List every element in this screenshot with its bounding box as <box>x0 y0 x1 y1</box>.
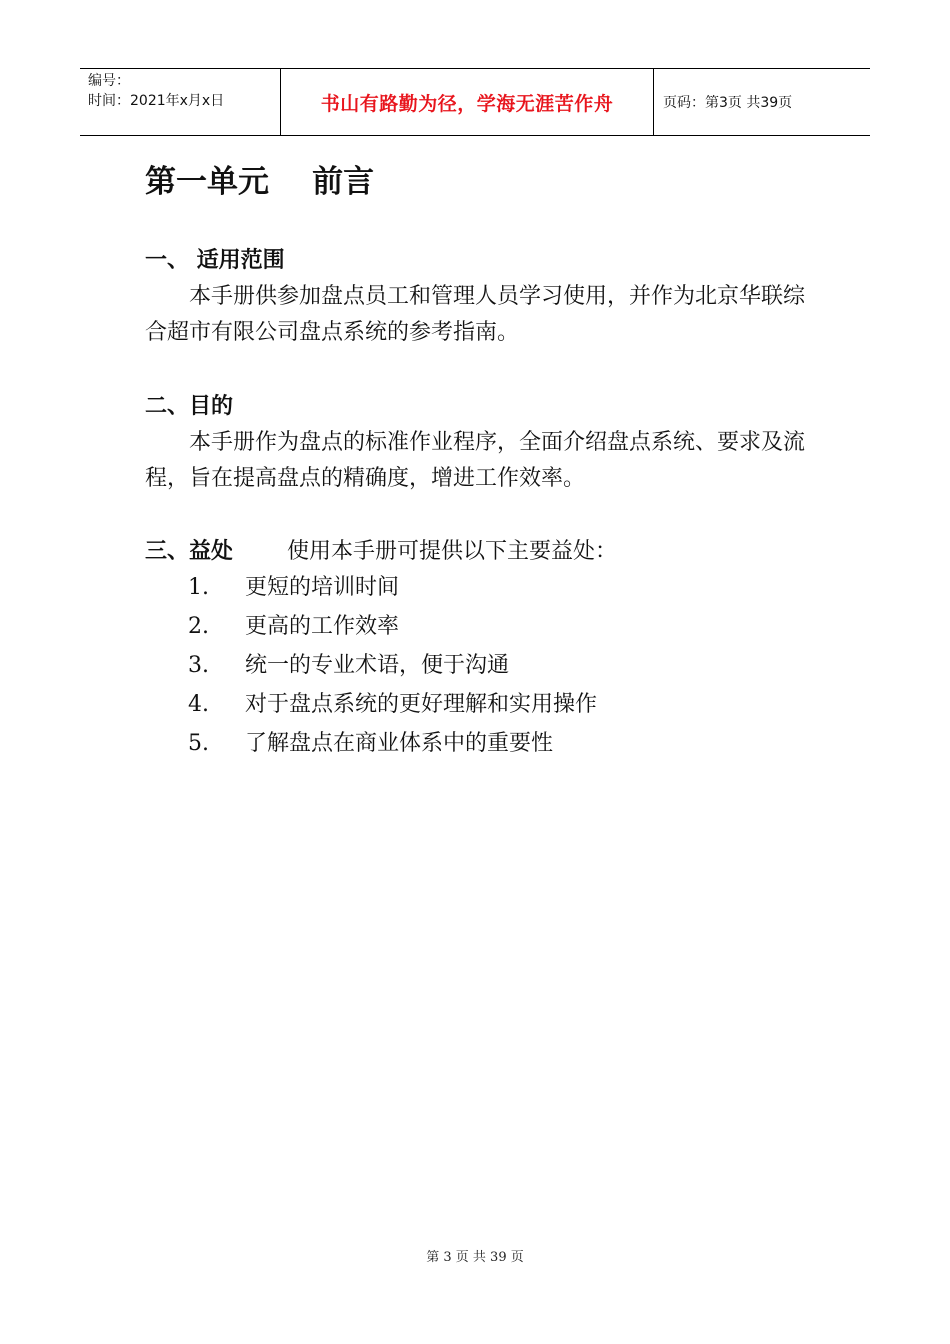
list-item-number: 5. <box>188 731 209 756</box>
list-item <box>188 612 597 651</box>
document-number-label: 编号： <box>88 73 130 89</box>
list-item-number: 1. <box>188 575 209 600</box>
document-date: 时间：2021年x月x日 <box>88 93 225 109</box>
list-item-text: 更短的培训时间 <box>245 575 400 600</box>
header-motto: 书山有路勤为径，学海无涯苦作舟 <box>281 69 654 135</box>
list-item-text: 统一的专业术语，便于沟通 <box>245 653 510 678</box>
list-item-text: 了解盘点在商业体系中的重要性 <box>245 731 554 756</box>
list-item-number: 4. <box>188 692 209 717</box>
list-item-text: 对于盘点系统的更好理解和实用操作 <box>245 692 598 717</box>
page-header <box>80 68 870 136</box>
benefits-intro: 使用本手册可提供以下主要益处： <box>287 539 618 564</box>
benefits-list <box>188 573 597 768</box>
list-item-number: 3. <box>188 653 209 678</box>
header-page-info: 页码：第3页 共39页 <box>663 95 793 111</box>
section-text-purpose: 本手册作为盘点的标准作业程序，全面介绍盘点系统、要求及流程，旨在提高盘点的精确度，增进工作效率。 <box>145 430 806 491</box>
list-item-number: 2. <box>188 614 209 639</box>
section-heading-purpose: 二、目的 <box>145 394 234 419</box>
list-item <box>188 690 597 729</box>
page-title: 第一单元 前言 <box>145 164 375 200</box>
list-item-text: 更高的工作效率 <box>245 614 400 639</box>
section-heading-scope: 一、 适用范围 <box>145 248 285 273</box>
list-item <box>188 573 597 612</box>
section-heading-benefits: 三、益处 <box>145 539 234 564</box>
page-footer: 第 3 页 共 39 页 <box>426 1250 524 1265</box>
header-meta <box>80 69 281 135</box>
section-text-scope: 本手册供参加盘点员工和管理人员学习使用，并作为北京华联综合超市有限公司盘点系统的参考指南。 <box>145 284 806 345</box>
list-item <box>188 651 597 690</box>
list-item <box>188 729 597 768</box>
